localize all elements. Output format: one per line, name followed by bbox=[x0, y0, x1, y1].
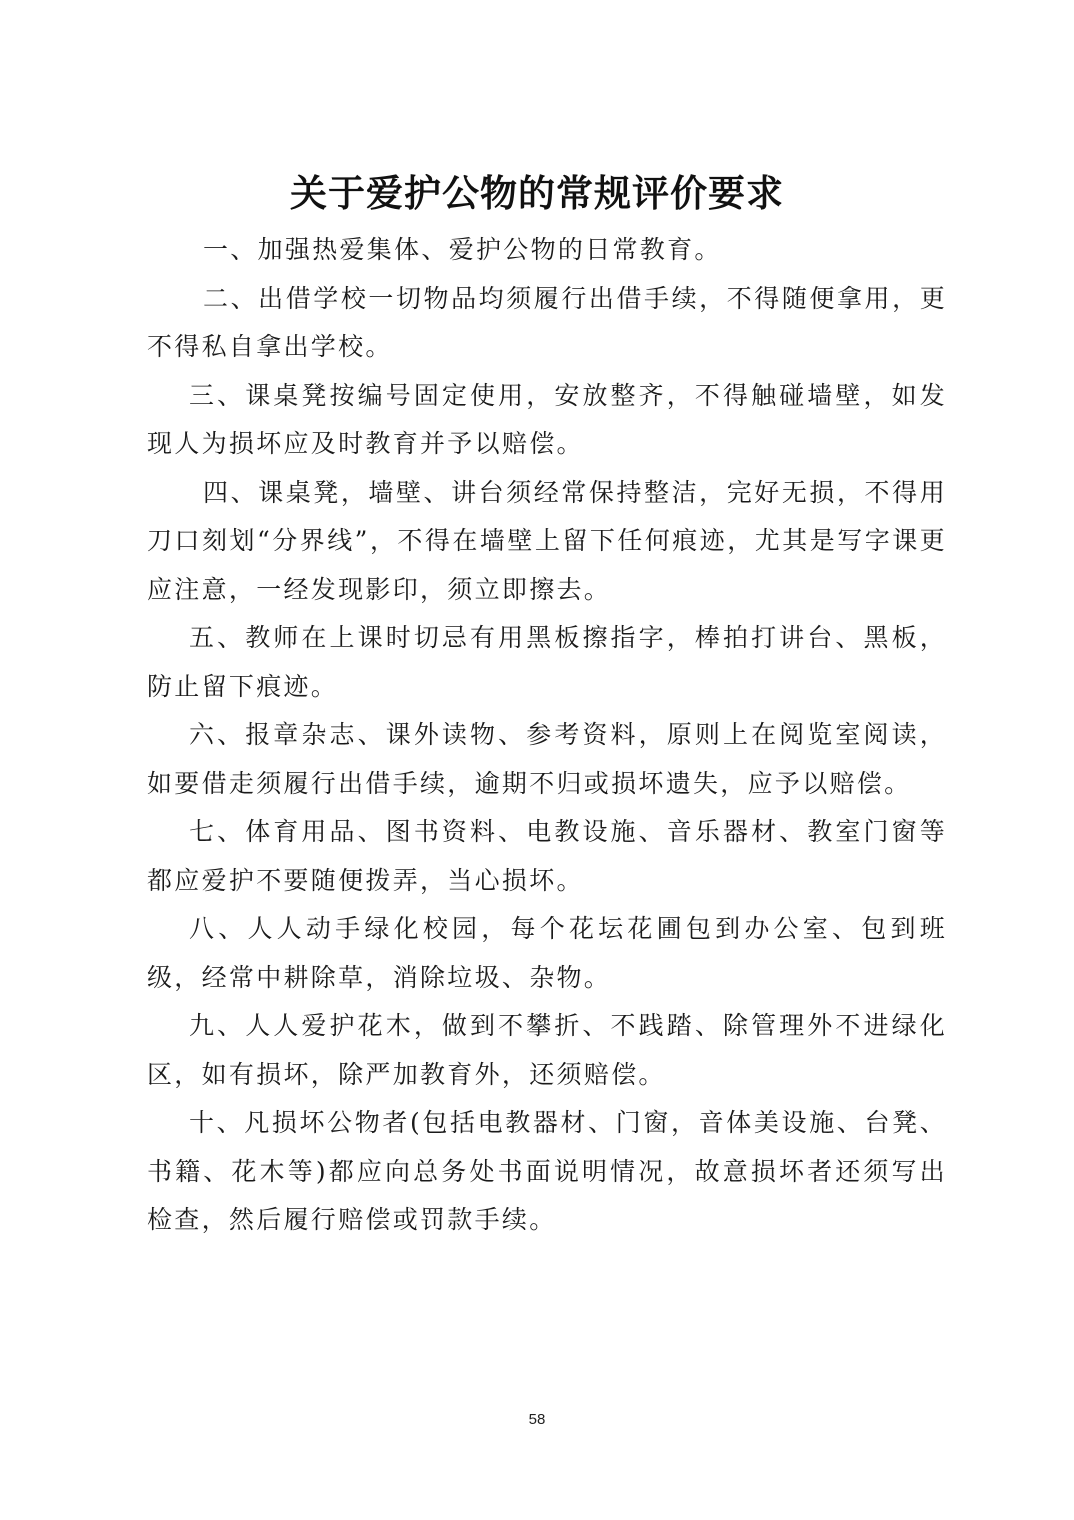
paragraph-9: 九、人人爱护花木，做到不攀折、不践踏、除管理外不进绿化区，如有损坏，除严加教育外，还须赔偿。 bbox=[147, 1011, 947, 1089]
paragraph-2: 二、出借学校一切物品均须履行出借手续，不得随便拿用，更不得私自拿出学校。 bbox=[147, 283, 947, 361]
paragraph-3: 三、课桌凳按编号固定使用，安放整齐，不得触碰墙壁，如发现人为损坏应及时教育并予以赔偿。 bbox=[147, 380, 947, 458]
paragraph-5: 五、教师在上课时切忌有用黑板擦指字，棒拍打讲台、黑板，防止留下痕迹。 bbox=[147, 623, 947, 701]
paragraph-1: 一、加强热爱集体、爱护公物的日常教育。 bbox=[203, 235, 722, 264]
paragraph-7: 七、体育用品、图书资料、电教设施、音乐器材、教室门窗等都应爱护不要随便拨弄，当心损坏。 bbox=[147, 817, 947, 895]
document-body bbox=[147, 226, 947, 1245]
document-title: 关于爱护公物的常规评价要求 bbox=[290, 172, 784, 215]
page-number: 58 bbox=[528, 1411, 546, 1428]
paragraph-4: 四、课桌凳，墙壁、讲台须经常保持整洁，完好无损，不得用刀口刻划“分界线”，不得在墙壁上留下任何痕迹，尤其是写字课更应注意，一经发现影印，须立即擦去。 bbox=[147, 477, 947, 604]
paragraph-10: 十、凡损坏公物者(包括电教器材、门窗，音体美设施、台凳、书籍、花木等)都应向总务处书面说明情况，故意损坏者还须写出检查，然后履行赔偿或罚款手续。 bbox=[147, 1108, 947, 1234]
paragraph-6: 六、报章杂志、课外读物、参考资料，原则上在阅览室阅读，如要借走须履行出借手续，逾期不归或损坏遗失，应予以赔偿。 bbox=[147, 720, 947, 798]
paragraph-8: 八、人人动手绿化校园，每个花坛花圃包到办公室、包到班级，经常中耕除草，消除垃圾、杂物。 bbox=[147, 914, 947, 992]
